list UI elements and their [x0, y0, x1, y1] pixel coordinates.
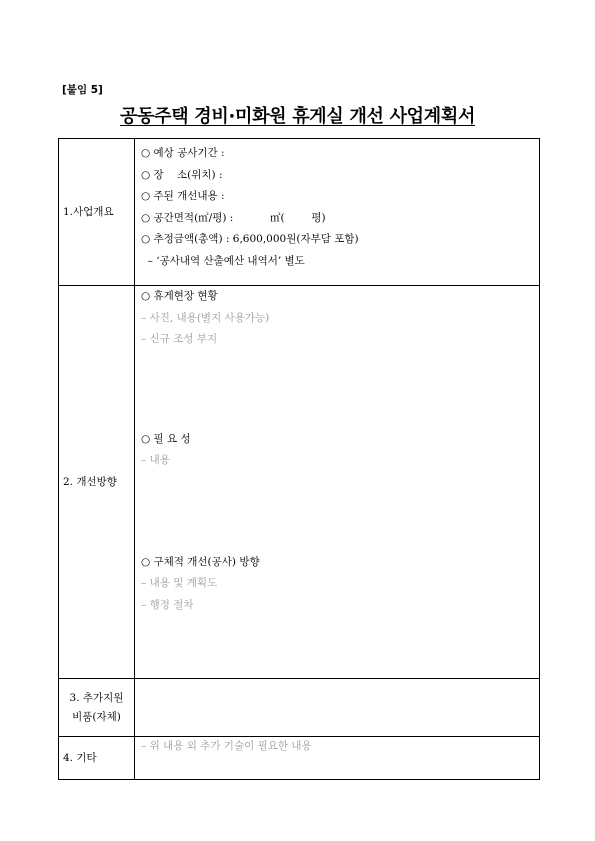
plan-heading: ○ 구체적 개선(공사) 방향	[141, 555, 260, 568]
need-sub-content: – 내용	[141, 454, 170, 466]
overview-line-area: ○ 공간면적(㎡/평) : ㎡( 평)	[141, 211, 326, 224]
status-heading: ○ 휴게현장 현황	[141, 290, 218, 302]
status-sub-photo: – 사진, 내용(별지 사용가능)	[141, 311, 270, 324]
overview-row	[59, 139, 540, 286]
plan-sub-drawing: – 내용 및 계획도	[141, 577, 218, 589]
overview-content[interactable]	[135, 139, 540, 286]
overview-label: 1.사업개요	[59, 139, 135, 286]
extra-content[interactable]	[135, 679, 540, 737]
direction-label: 2. 개선방향	[59, 286, 135, 679]
document-title: 공동주택 경비·미화원 휴게실 개선 사업계획서	[119, 106, 476, 127]
need-heading: ○ 필 요 성	[141, 432, 191, 445]
extra-label	[59, 679, 135, 737]
extra-label-line1: 3. 추가지원	[69, 691, 124, 704]
etc-content[interactable]	[135, 737, 540, 780]
plan-form-table	[58, 138, 540, 780]
extra-label-line2: 비품(자체)	[72, 710, 121, 723]
overview-line-content: ○ 주된 개선내용 :	[141, 190, 225, 202]
etc-text: – 위 내용 외 추가 기술이 필요한 내용	[141, 740, 312, 752]
overview-line-location: ○ 장 소(위치) :	[141, 168, 223, 181]
extra-row	[59, 679, 540, 737]
overview-line-period: ○ 예상 공사기간 :	[141, 147, 225, 159]
etc-label: 4. 기타	[59, 737, 135, 780]
overview-line-note: – ‘공사내역 산출예산 내역서’ 별도	[141, 254, 305, 267]
direction-row	[59, 286, 540, 679]
status-sub-site: – 신규 조성 부지	[141, 333, 218, 345]
attachment-label: [붙임 5]	[62, 84, 103, 96]
overview-line-cost: ○ 추정금액(총액) : 6,600,000원(자부담 포함)	[141, 233, 359, 245]
plan-sub-admin: – 행정 절차	[141, 598, 194, 611]
direction-content[interactable]	[135, 286, 540, 679]
etc-row	[59, 737, 540, 780]
